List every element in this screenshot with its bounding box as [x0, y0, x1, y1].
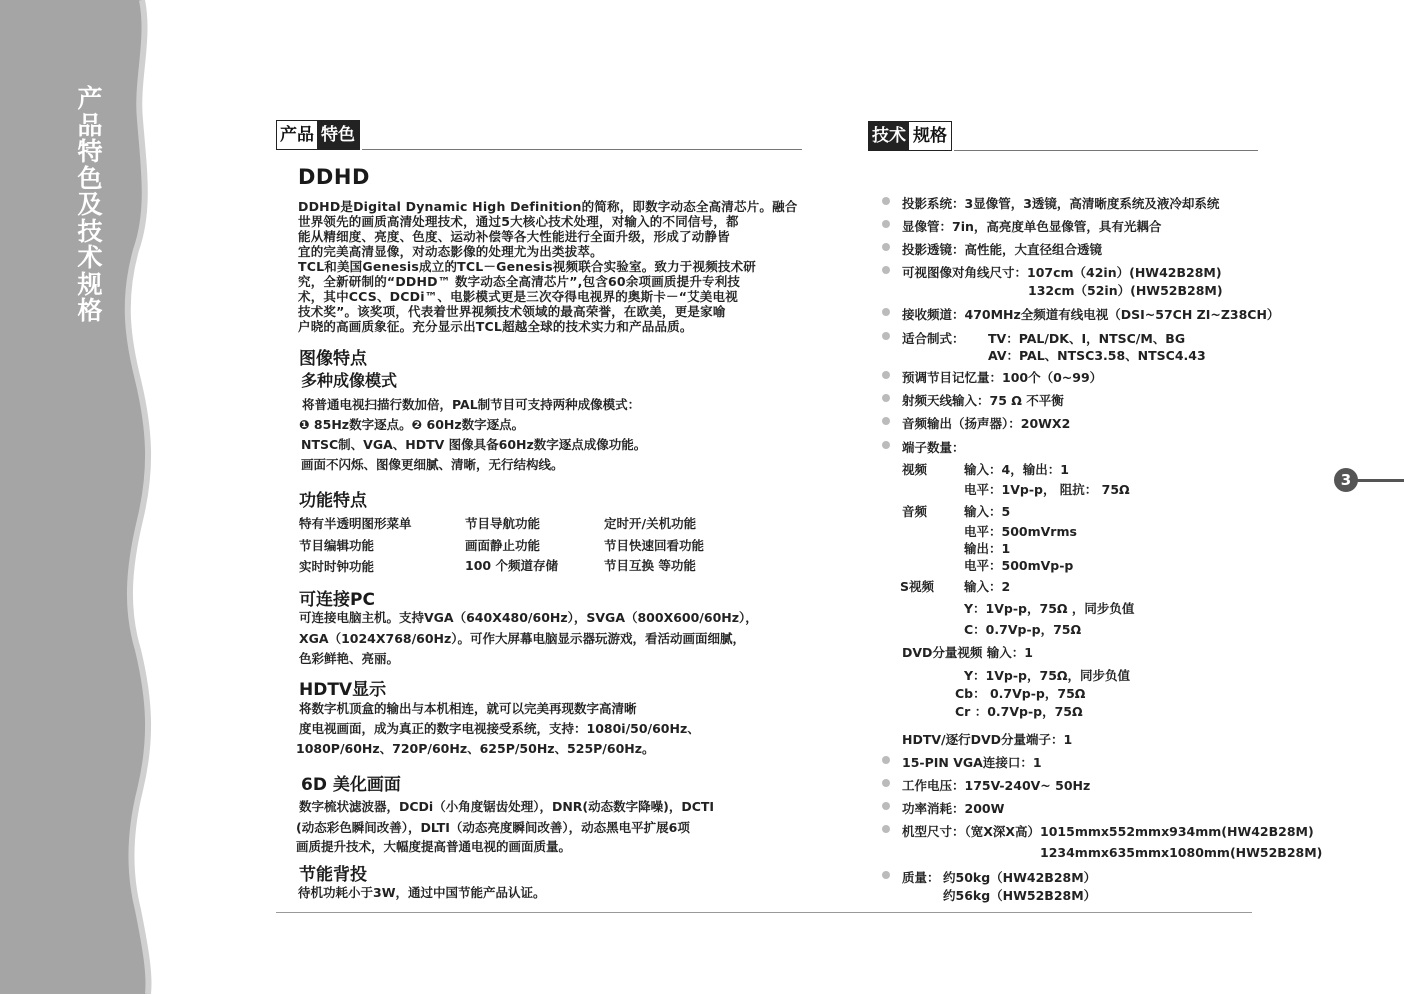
sidebar-char: 规: [77, 269, 103, 299]
ddhd-line: 究，全新研制的“DDHD™ 数字动态全高清芯片”,包含60余项画质提升专利技: [298, 274, 741, 289]
spec-lens: 投影透镜：高性能，大直径组合透镜: [902, 242, 1103, 257]
ddhd-title: DDHD: [298, 165, 370, 189]
terminal-hdtv-dvd: HDTV/逐行DVD分量端子：1: [902, 732, 1073, 747]
six-d-line: (动态彩色瞬间改善），DLTI（动态亮度瞬间改善），动态黑电平扩展6项: [296, 820, 690, 835]
pc-line: 色彩鲜艳、亮丽。: [299, 651, 400, 666]
terminal-svideo-y: Y：1Vp-p，75Ω ，同步负值: [964, 601, 1135, 616]
function-item: 定时开/关机功能: [604, 516, 697, 531]
terminal-audio-level-in: 电平：500mVrms: [964, 524, 1077, 539]
spec-weight-label: 质量：: [902, 870, 940, 885]
features-header-b: 特色: [317, 121, 359, 149]
bullet-icon: [882, 197, 890, 205]
bullet-icon: [882, 243, 890, 251]
terminal-dvd-cr: Cr ：0.7Vp-p，75Ω: [955, 704, 1083, 719]
sidebar-char: 产: [77, 84, 103, 113]
pc-heading: 可连接PC: [299, 590, 375, 610]
function-item: 100 个频道存储: [465, 558, 558, 573]
terminal-audio-out: 输出：1: [964, 541, 1011, 556]
sidebar-title: [70, 86, 110, 325]
sidebar-char: 术: [77, 243, 103, 272]
spec-diagonal-42: 可视图像对角线尺寸：107cm（42in）(HW42B28M): [902, 265, 1222, 280]
terminal-video-label: 视频: [902, 462, 928, 477]
function-item: 节目导航功能: [465, 516, 541, 531]
bullet-icon: [882, 220, 890, 228]
ddhd-line: 世界领先的画质高清处理技术，通过5大核心技术处理，对输入的不同信号，都: [298, 214, 739, 229]
sidebar-band: [0, 0, 160, 994]
specs-header: [868, 121, 952, 151]
spec-weight-52: 约56kg（HW52B28M）: [943, 888, 1097, 903]
ddhd-line: 技术奖”。该奖项，代表着世界视频技术领域的最高荣誉，在欧美，更是家喻: [298, 304, 726, 319]
hdtv-line: 1080P/60Hz、720P/60Hz、625P/50Hz、525P/60Hz。: [296, 741, 655, 756]
spec-rf-input: 射频天线输入：75 Ω 不平衡: [902, 393, 1064, 408]
spec-audio-output: 音频输出（扬声器）：20WX2: [902, 416, 1071, 431]
image-line: ❶ 85Hz数字逐点。❷ 60Hz数字逐点。: [299, 417, 525, 432]
terminal-svideo-label: S视频: [900, 579, 935, 594]
page-number-badge: 3: [1334, 468, 1358, 492]
bullet-icon: [882, 756, 890, 764]
specs-header-a: 技术: [869, 122, 909, 150]
pc-line: 可连接电脑主机。支持VGA（640X480/60Hz），SVGA（800X600/60Hz），: [299, 610, 758, 625]
image-subheading: 多种成像模式: [301, 371, 398, 390]
spec-diagonal-52: 132cm（52in）(HW52B28M): [1028, 283, 1223, 298]
ddhd-line: TCL和美国Genesis成立的TCL－Genesis视频联合实验室。致力于视频技术研: [298, 259, 756, 274]
function-item: 特有半透明图形菜单: [299, 516, 412, 531]
bullet-icon: [882, 871, 890, 879]
bullet-icon: [882, 266, 890, 274]
image-line: NTSC制、VGA、HDTV 图像具备60Hz数字逐点成像功能。: [301, 437, 647, 452]
hdtv-line: 将数字机顶盒的输出与本机相连，就可以完美再现数字高清晰: [299, 701, 637, 716]
ddhd-paragraph: [298, 199, 810, 334]
six-d-line: 画质提升技术，大幅度提高普通电视的画面质量。: [296, 839, 572, 854]
ddhd-line: 术，其中CCS、DCDi™、电影模式更是三次夺得电视界的奥斯卡－“艾美电视: [298, 289, 738, 304]
spec-preset: 预调节目记忆量：100个（0~99）: [902, 370, 1103, 385]
terminal-audio-level-out: 电平：500mVp-p: [964, 558, 1074, 573]
bullet-icon: [882, 371, 890, 379]
bullet-icon: [882, 417, 890, 425]
spec-weight-42: 约50kg（HW42B28M）: [943, 870, 1097, 885]
bullet-icon: [882, 332, 890, 340]
page-tab-line: [1356, 479, 1404, 482]
sidebar-char: 品: [77, 110, 103, 140]
terminal-dvd-cb: Cb： 0.7Vp-p，75Ω: [955, 686, 1086, 701]
terminal-dvd-label: DVD分量视频 输入：1: [902, 645, 1033, 660]
terminal-dvd-y: Y：1Vp-p，75Ω，同步负值: [964, 668, 1131, 683]
specs-header-b: 规格: [909, 122, 951, 150]
image-heading: 图像特点: [299, 349, 367, 369]
energy-line: 待机功耗小于3W，通过中国节能产品认证。: [298, 885, 546, 900]
energy-heading: 节能背投: [299, 865, 367, 885]
bullet-icon: [882, 825, 890, 833]
terminal-video-level: 电平：1Vp-p， 阻抗： 75Ω: [964, 482, 1130, 497]
ddhd-line: 宜的完美高清显像，对动态影像的处理尤为出类拔萃。: [298, 244, 603, 259]
function-heading: 功能特点: [299, 491, 367, 511]
image-line: 将普通电视扫描行数加倍，PAL制节目可支持两种成像模式：: [302, 397, 641, 412]
spec-voltage: 工作电压：175V-240V~ 50Hz: [902, 778, 1091, 793]
function-item: 实时时钟功能: [299, 559, 375, 574]
spec-system-tv: TV：PAL/DK、I，NTSC/M、BG: [988, 331, 1186, 346]
spec-system-av: AV：PAL、NTSC3.58、NTSC4.43: [988, 348, 1206, 363]
terminal-audio-label: 音频: [902, 504, 928, 519]
spec-power: 功率消耗：200W: [902, 801, 1005, 816]
sidebar-char: 格: [77, 296, 103, 325]
terminal-svideo-in: 输入：2: [964, 579, 1011, 594]
sidebar-char: 特: [77, 137, 103, 166]
terminal-svideo-c: C：0.7Vp-p，75Ω: [964, 622, 1082, 637]
function-item: 节目快速回看功能: [604, 538, 705, 553]
spec-system-label: 适合制式：: [902, 331, 965, 346]
bullet-icon: [882, 779, 890, 787]
features-header: [276, 120, 360, 150]
bullet-icon: [882, 308, 890, 316]
bullet-icon: [882, 802, 890, 810]
pc-line: XGA（1024X768/60Hz）。可作大屏幕电脑显示器玩游戏，看活动画面细腻，: [299, 631, 746, 646]
six-d-line: 数字梳状滤波器，DCDi（小角度锯齿处理），DNR(动态数字降噪)，DCTI: [299, 799, 715, 814]
ddhd-line: 能从精细度、亮度、色度、运动补偿等各大性能进行全面升级，形成了动静皆: [298, 229, 730, 244]
spec-size-42: 机型尺寸：（宽X深X高）1015mmx552mmx934mm(HW42B28M): [902, 824, 1314, 839]
function-item: 画面静止功能: [465, 538, 541, 553]
image-line: 画面不闪烁、图像更细腻、清晰，无行结构线。: [301, 457, 564, 472]
specs-rule: [954, 150, 1258, 151]
spec-projection: 投影系统：3显像管，3透镜，高清晰度系统及液冷却系统: [902, 196, 1220, 211]
ddhd-line: 户晓的高画质象征。充分显示出TCL超越全球的技术实力和产品品质。: [298, 319, 693, 334]
bottom-rule: [276, 912, 1252, 913]
terminal-audio-in: 输入：5: [964, 504, 1011, 519]
hdtv-line: 度电视画面，成为真正的数字电视接受系统，支持：1080i/50/60Hz、: [299, 721, 700, 736]
sidebar-char: 技: [77, 216, 103, 246]
hdtv-heading: HDTV显示: [299, 680, 387, 700]
sidebar-char: 及: [77, 190, 103, 219]
six-d-heading: 6D 美化画面: [301, 775, 401, 795]
function-item: 节目互换 等功能: [604, 558, 696, 573]
spec-frequency: 接收频道：470MHz全频道有线电视（DSI~57CH ZI~Z38CH）: [902, 307, 1280, 322]
sidebar-char: 色: [77, 163, 103, 193]
terminal-video-io: 输入：4，输出：1: [964, 462, 1069, 477]
spec-terminals: 端子数量：: [902, 440, 965, 455]
features-rule: [362, 149, 802, 150]
ddhd-line: DDHD是Digital Dynamic High Definition的简称，即数字动态全高清芯片。融合: [298, 199, 798, 214]
function-item: 节目编辑功能: [299, 538, 375, 553]
bullet-icon: [882, 441, 890, 449]
bullet-icon: [882, 394, 890, 402]
spec-crt: 显像管：7in，高亮度单色显像管，具有光耦合: [902, 219, 1162, 234]
features-header-a: 产品: [277, 121, 317, 149]
spec-vga: 15-PIN VGA连接口：1: [902, 755, 1042, 770]
spec-size-52: 1234mmx635mmx1080mm(HW52B28M): [1040, 845, 1323, 860]
